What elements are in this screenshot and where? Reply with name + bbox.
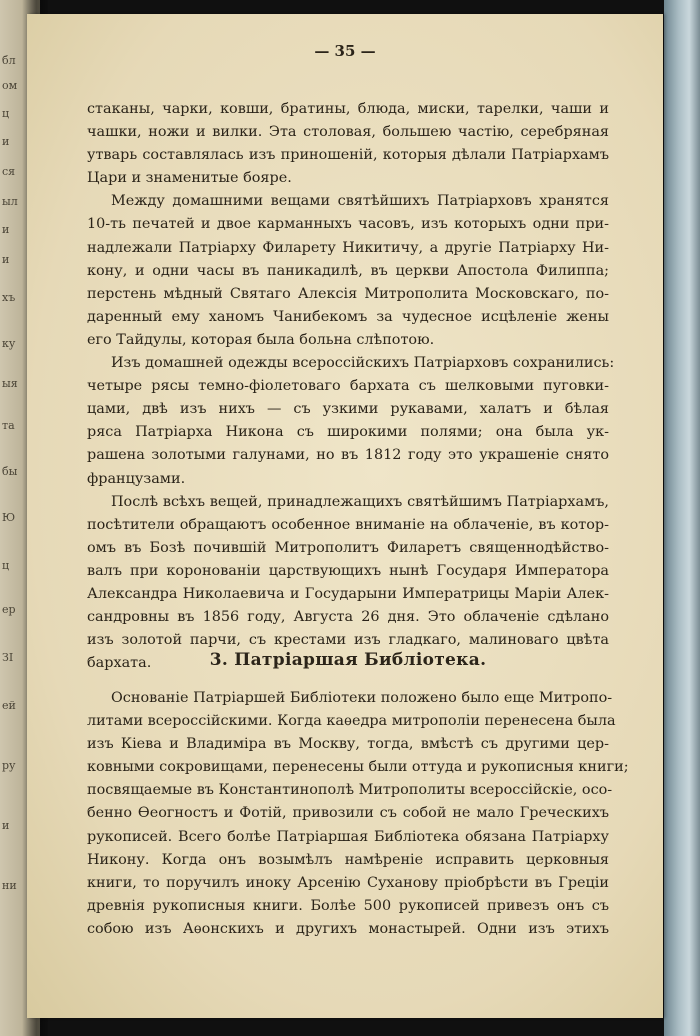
- text-line: кону, и одни часы въ паникадилѣ, въ церкви Апостола Филиппа;: [87, 262, 609, 279]
- left-page-fragment: ей: [2, 699, 16, 712]
- left-page-fragment: ру: [2, 759, 16, 772]
- left-page-fragment: ом: [2, 79, 18, 92]
- left-page-fragment: ыя: [2, 377, 18, 390]
- left-page-fragment: ер: [2, 603, 16, 616]
- text-line: Изъ домашней одежды всероссійскихъ Патріарховъ сохранились:: [111, 355, 615, 372]
- text-line: собою изъ Аѳонскихъ и другихъ монастырей. Одни изъ этихъ: [87, 920, 609, 937]
- left-page-fragment: хъ: [2, 291, 16, 304]
- text-line: посвящаемые въ Константинополѣ Митрополиты всероссійскіе, осо-: [87, 782, 613, 799]
- text-line: бархата.: [87, 655, 152, 672]
- text-line: Никону. Когда онъ возымѣлъ намѣреніе исправить церковныя: [87, 851, 609, 868]
- left-page-fragment: и: [2, 135, 10, 148]
- text-line: сандровны въ 1856 году, Августа 26 дня. Это облаченіе сдѣлано: [87, 609, 609, 626]
- text-line: цами, двѣ изъ нихъ — съ узкими рукавами, халатъ и бѣлая: [87, 401, 609, 418]
- text-line: Цари и знаменитые бояре.: [87, 170, 292, 187]
- text-line: книги, то поручилъ иноку Арсенію Суханову пріобрѣсти въ Греціи: [87, 874, 609, 891]
- left-page-fragment: бл: [2, 54, 16, 67]
- text-line: изъ золотой парчи, съ крестами изъ гладкаго, малиноваго цвѣта: [87, 632, 609, 649]
- body-text-bottom: [87, 687, 629, 941]
- left-page-fragment: и: [2, 253, 10, 266]
- text-line: Послѣ всѣхъ вещей, принадлежащихъ святѣйшимъ Патріархамъ,: [111, 493, 609, 510]
- text-line: стаканы, чарки, ковши, братины, блюда, миски, тарелки, чаши и: [87, 101, 609, 117]
- text-line: чашки, ножи и вилки. Эта столовая, большею частію, серебряная: [87, 124, 609, 141]
- text-line: его Тайдулы, которая была больна слѣпотою.: [87, 331, 435, 348]
- book-cover-edge: [664, 0, 700, 1036]
- text-line: Между домашними вещами святѣйшихъ Патріарховъ хранятся: [111, 193, 609, 210]
- left-page-fragment: ся: [2, 165, 16, 178]
- text-line: рукописей. Всего болѣе Патріаршая Библіотека обязана Патріарху: [87, 828, 609, 845]
- left-page-fragment: ни: [2, 879, 17, 892]
- text-line: Основаніе Патріаршей Библіотеки положено было еще Митропо-: [111, 690, 613, 706]
- text-line: ковными сокровищами, перенесены были оттуда и рукописныя книги;: [87, 759, 629, 776]
- page-number: — 35 —: [314, 42, 376, 60]
- text-line: посѣтители обращаютъ особенное вниманіе на облаченіе, въ котор-: [87, 516, 609, 533]
- left-page-fragment: ц: [2, 559, 10, 572]
- left-page-fragment: и: [2, 819, 10, 832]
- text-line: изъ Кіева и Владиміра въ Москву, тогда, вмѣстѣ съ другими цер-: [87, 736, 609, 753]
- text-line: перстень мѣдный Святаго Алексія Митрополита Московскаго, по-: [87, 285, 609, 302]
- text-line: рашена золотыми галунами, но въ 1812 году это украшеніе снято: [87, 447, 609, 464]
- text-line: утварь составлялась изъ приношеній, которыя дѣлали Патріархамъ: [87, 147, 609, 164]
- text-line: французами.: [87, 470, 186, 487]
- text-line: валъ при коронованіи царствующихъ нынѣ Государя Императора: [87, 562, 609, 579]
- left-page-fragment: Ю: [2, 511, 16, 524]
- left-page-fragment: бы: [2, 465, 18, 478]
- text-line: омъ въ Бозѣ почившій Митрополитъ Филаретъ священнодѣйство-: [87, 539, 609, 556]
- text-line: четыре рясы темно-фіолетоваго бархата съ шелковыми пуговки-: [87, 378, 609, 395]
- text-line: надлежали Патріарху Филарету Никитичу, а другіе Патріарху Ни-: [87, 239, 609, 256]
- text-line: ряса Патріарха Никона съ широкими полями; она была ук-: [87, 424, 609, 441]
- left-page-fragment: та: [2, 419, 15, 432]
- body-text-top: [87, 98, 615, 675]
- text-line: даренный ему ханомъ Чанибекомъ за чудесное исцѣленіе жены: [87, 308, 609, 325]
- text-line: древнія рукописныя книги. Болѣе 500 рукописей привезъ онъ съ: [87, 897, 609, 914]
- book-page: [27, 14, 663, 1018]
- text-line: бенно Ѳеогностъ и Фотій, привозили съ собой не мало Греческихъ: [87, 805, 609, 822]
- left-page-fragment: ку: [2, 337, 16, 350]
- text-line: 10-ть печатей и двое карманныхъ часовъ, изъ которыхъ одни при-: [87, 216, 609, 233]
- left-page-fragment: ц: [2, 107, 10, 120]
- text-line: Александра Николаевича и Государыни Императрицы Маріи Алек-: [87, 585, 609, 602]
- text-line: литами всероссійскими. Когда каѳедра митрополіи перенесена была: [87, 713, 616, 730]
- left-page-fragment: ЗІ: [2, 651, 14, 664]
- left-page-fragment: и: [2, 223, 10, 236]
- section-heading: 3. Патріаршая Библіотека.: [209, 650, 487, 670]
- left-page-fragment: ыл: [2, 195, 18, 208]
